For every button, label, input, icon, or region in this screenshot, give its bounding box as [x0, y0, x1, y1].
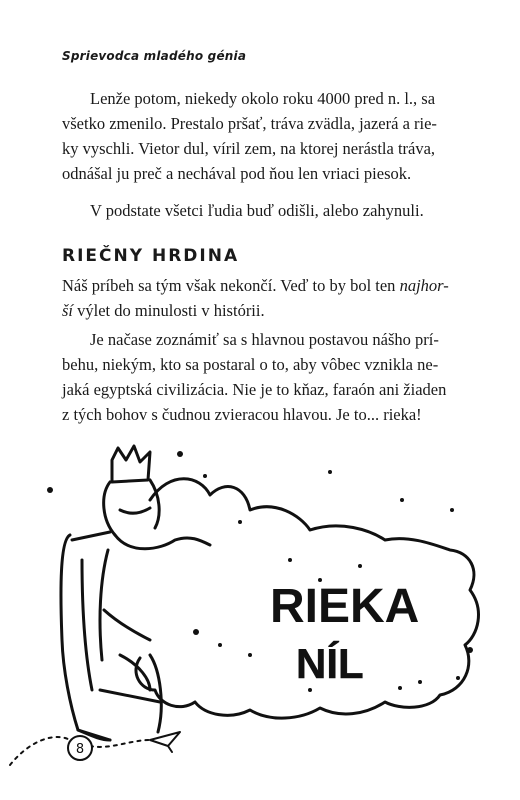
text-run: výlet do minulosti v histórii. — [73, 301, 265, 320]
king-figure — [100, 446, 210, 690]
text-line: ky vyschli. Vietor dul, víril zem, na ktorej nerástla tráva, — [62, 139, 436, 158]
text-line: jaká egyptská civilizácia. Nie je to kňaz, faraón ani žiaden — [62, 380, 447, 399]
page-number: 8 — [75, 742, 85, 757]
text-line: všetko zmenilo. Prestalo pršať, tráva zvädla, jazerá a rie- — [62, 114, 437, 133]
throne — [61, 532, 161, 740]
text-line — [62, 273, 454, 298]
text-line: Lenže potom, niekedy okolo roku 4000 pred n. l., sa — [90, 89, 436, 108]
text-line — [62, 298, 454, 323]
paragraph-4 — [62, 327, 454, 427]
illustration-label-2: NÍL — [296, 640, 364, 687]
text-line: odnášal ju preč a nechával pod ňou len vriaci piesok. — [62, 164, 412, 183]
emphasis: najhor- — [399, 276, 449, 295]
section-heading: RIEČNY HRDINA — [62, 246, 240, 266]
dotted-path — [10, 737, 70, 765]
text-line: V podstate všetci ľudia buď odišli, alebo zahynuli. — [90, 201, 424, 220]
text-line: behu, niekým, kto sa postaral o to, aby vôbec vznikla ne- — [62, 355, 439, 374]
splash-dots — [47, 451, 473, 692]
river-nile-illustration — [0, 440, 520, 800]
dotted-path — [90, 740, 150, 747]
paragraph-3 — [62, 273, 454, 323]
text-line: Je načase zoznámiť sa s hlavnou postavou nášho prí- — [90, 330, 439, 349]
paper-plane-icon — [150, 732, 180, 752]
text-run: Náš príbeh sa tým však nekončí. Veď to by bol ten — [62, 276, 400, 295]
paragraph-2 — [62, 198, 454, 223]
paragraph-1 — [62, 86, 454, 186]
running-header: Sprievodca mladého génia — [62, 49, 247, 63]
text-line: z tých bohov s čudnou zvieracou hlavou. Je to... rieka! — [62, 405, 422, 424]
illustration-label-1: RIEKA — [270, 580, 420, 633]
emphasis: ší — [62, 301, 74, 320]
